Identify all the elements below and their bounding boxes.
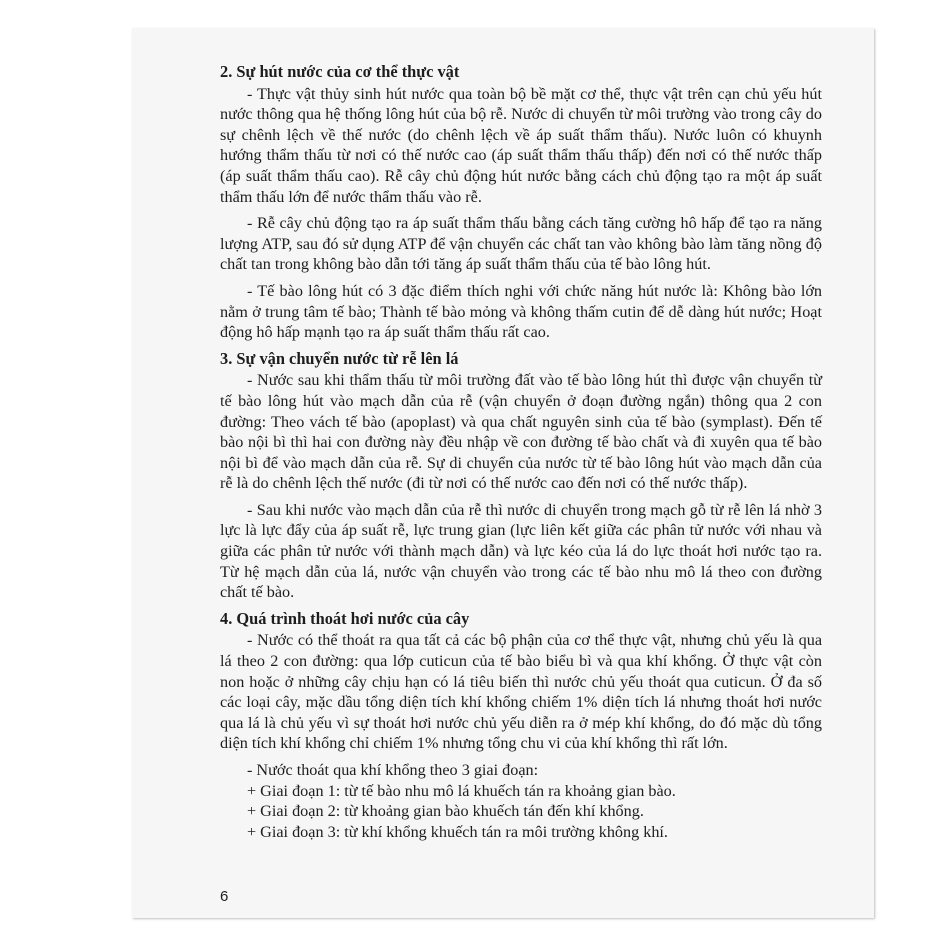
- paragraph: - Sau khi nước vào mạch dẫn của rễ thì nước di chuyển trong mạch gỗ từ rễ lên lá nhờ 3 lực là lực đẩy của áp suất rễ, lực trung gian (lực liên kết giữa các phân tử nước với nhau và giữa các phân tử nước với thành mạch dẫn) và lực kéo của lá do lực thoát hơi nước tạo ra. Từ hệ mạch dẫn của lá, nước vận chuyển vào trong các tế bào nhu mô lá theo con đường chất tế bào.: [220, 500, 822, 602]
- section-heading-3: 3. Sự vận chuyển nước từ rễ lên lá: [220, 348, 459, 368]
- list-item-stage-1: + Giai đoạn 1: từ tế bào nhu mô lá khuếch tán ra khoảng gian bào.: [247, 781, 676, 800]
- paragraph: - Rễ cây chủ động tạo ra áp suất thẩm thấu bằng cách tăng cường hô hấp để tạo ra năng lượng ATP, sau đó sử dụng ATP để vận chuyển các chất tan vào không bào làm tăng nồng độ chất tan trong không bào dẫn tới tăng áp suất thẩm thấu của tế bào lông hút.: [220, 214, 822, 274]
- list-item-stage-3: + Giai đoạn 3: từ khí khổng khuếch tán ra môi trường không khí.: [247, 822, 668, 841]
- section-heading-2: 2. Sự hút nước của cơ thể thực vật: [220, 62, 460, 81]
- paragraph: - Tế bào lông hút có 3 đặc điểm thích nghi với chức năng hút nước là: Không bào lớn nằm ở trung tâm tế bào; Thành tế bào mỏng và không thấm cutin để dễ dàng hút nước; Hoạt động hô hấp mạnh tạo ra áp suất thẩm thấu rất cao.: [220, 281, 822, 342]
- paragraph: - Nước thoát qua khí khổng theo 3 giai đoạn:: [247, 761, 539, 779]
- paragraph: - Thực vật thủy sinh hút nước qua toàn bộ bề mặt cơ thể, thực vật trên cạn chủ yếu hút nước thông qua hệ thống lông hút của bộ rễ. Nước di chuyển từ môi trường vào trong cây do sự chênh lệch về thế nước (do chênh lệch về áp suất thẩm thấu). Nước luôn có khuynh hướng thẩm thấu từ nơi có thế nước cao (áp suất thẩm thấu thấp) đến nơi có thế nước thấp (áp suất thẩm thấu cao). Rễ cây chủ động hút nước bằng cách chủ động tạo ra một áp suất thẩm thấu lớn để nước thẩm thấu vào rễ.: [220, 84, 822, 206]
- page-number: 6: [220, 888, 229, 905]
- list-item-stage-2: + Giai đoạn 2: từ khoảng gian bào khuếch tán đến khí khổng.: [247, 802, 644, 821]
- paragraph: - Nước có thể thoát ra qua tất cả các bộ phận của cơ thể thực vật, nhưng chủ yếu là qua lá theo 2 con đường: qua lớp cuticun của tế bào biểu bì và qua khí khổng. Ở thực vật còn non hoặc ở những cây chịu hạn có lá tiêu biến thì nước chủ yếu thoát qua cuticun. Ở đa số các loại cây, mặc dầu tổng diện tích khí khổng chiếm 1% diện tích lá nhưng thoát hơi nước qua lá là chủ yếu vì sự thoát hơi nước chủ yếu diễn ra ở mép khí khổng, do đó mặc dù tổng diện tích khí khổng chỉ chiếm 1% nhưng tổng chu vi của khí khổng thì rất lớn.: [220, 631, 822, 753]
- page-body: [220, 62, 822, 842]
- paragraph: - Nước sau khi thẩm thấu từ môi trường đất vào tế bào lông hút thì được vận chuyển từ tế bào lông hút vào mạch dẫn của rễ (vận chuyển ở đoạn đường ngắn) thông qua 2 con đường: Theo vách tế bào (apoplast) và qua chất nguyên sinh của tế bào (symplast). Đến tế bào nội bì thì hai con đường này đều nhập về con đường tế bào chất và đi xuyên qua tế bào nội bì để vào mạch dẫn của rễ. Sự di chuyển của nước từ tế bào lông hút vào mạch dẫn của rễ là do chênh lệch thế nước (đi từ nơi có thế nước cao đến nơi có thế nước thấp).: [220, 371, 822, 493]
- section-heading-4: 4. Quá trình thoát hơi nước của cây: [220, 608, 470, 628]
- book-page: [132, 28, 874, 918]
